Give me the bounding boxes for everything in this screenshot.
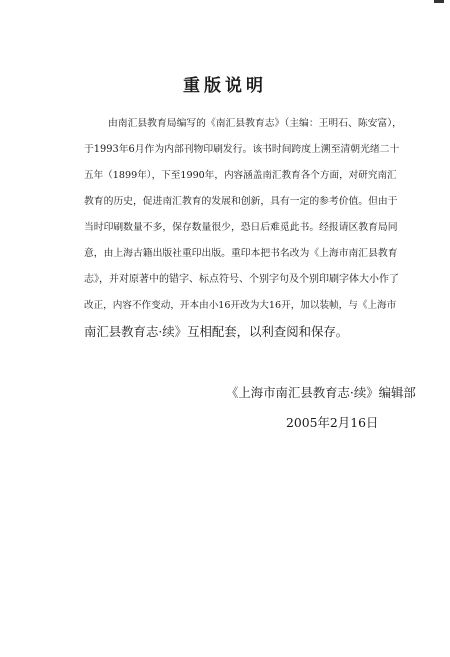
body-line: 意，由上海古籍出版社重印出版。重印本把书名改为《上海市南汇县教育 xyxy=(84,248,398,259)
signature-editor: 《上海市南汇县教育志·续》编辑部 xyxy=(226,385,416,400)
body-line: 南汇县教育志·续》互相配套，以利查阅和保存。 xyxy=(84,324,349,339)
body-line: 当时印刷数量不多，保存数量很少，恐日后难觅此书。经报请区教育局同 xyxy=(84,222,398,233)
body-paragraph xyxy=(84,111,402,345)
signature-date: 2005年2月16日 xyxy=(286,415,379,430)
body-line: 志》，并对原著中的错字、标点符号、个别字句及个别印刷字体大小作了 xyxy=(84,274,399,285)
body-line: 于1993年6月作为内部刊物印刷发行。该书时间跨度上溯至清朝光绪二十 xyxy=(84,144,400,155)
scan-mark xyxy=(434,0,444,3)
body-line: 由南汇县教育局编写的《南汇县教育志》（主编：王明石、陈安富）， xyxy=(108,118,402,129)
body-line: 教育的历史，促进南汇教育的发展和创新，具有一定的参考价值。但由于 xyxy=(84,196,398,207)
body-line: 改正，内容不作变动，开本由小16开改为大16开，加以装帧，与《上海市 xyxy=(84,300,397,311)
body-line: 五年（1899年），下至1990年，内容涵盖南汇教育各个方面，对研究南汇 xyxy=(84,170,397,181)
page-title: 重版说明 xyxy=(183,76,267,96)
